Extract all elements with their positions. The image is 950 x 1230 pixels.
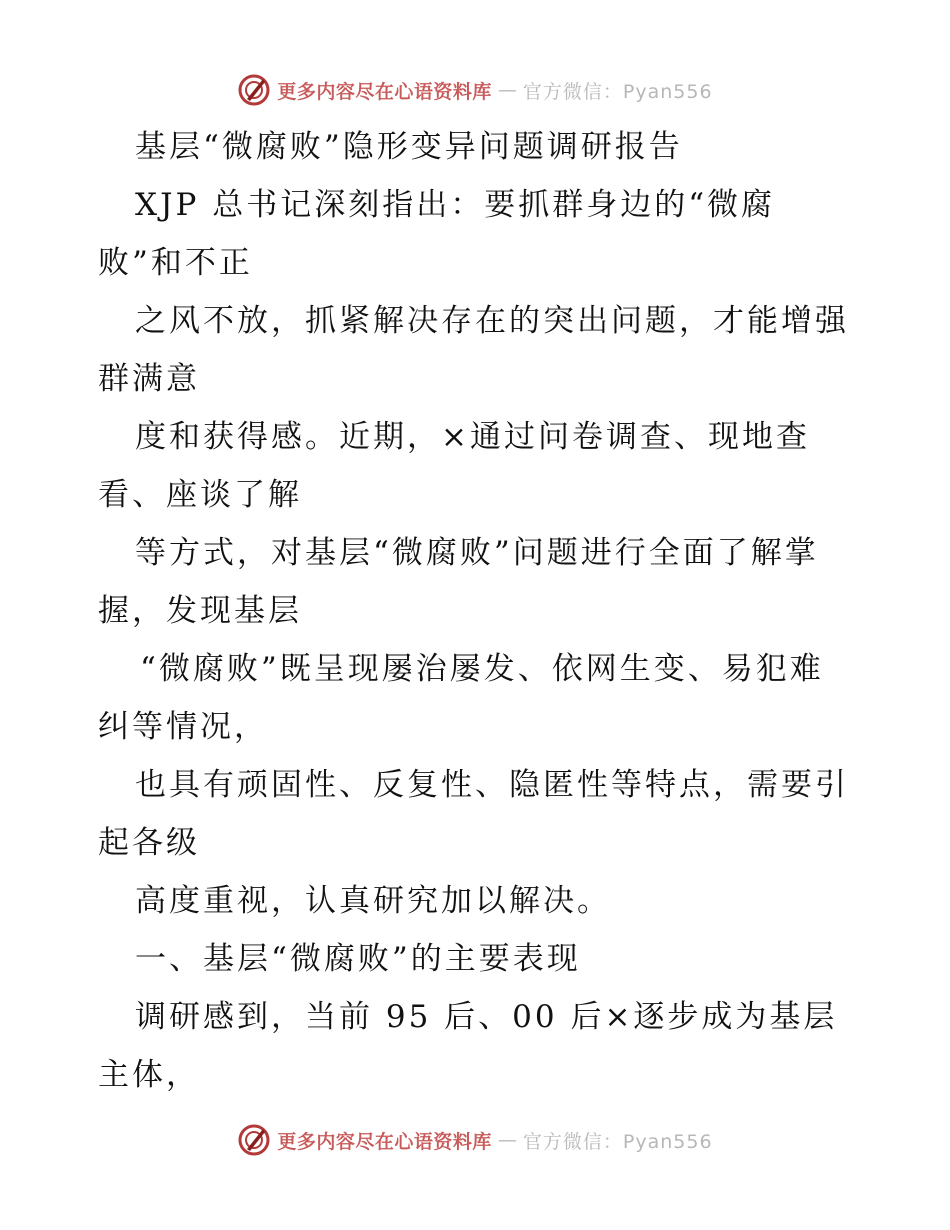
- watermark-wechat-text: 官方微信：Pyan556: [522, 80, 713, 103]
- paragraph-line: 高度重视，认真研究加以解决。: [135, 883, 611, 919]
- footer-watermark: [0, 1120, 950, 1160]
- paragraph-line: 败”和不正: [98, 245, 253, 281]
- watermark-separator: —: [497, 1129, 517, 1151]
- paragraph-line: 之风不放，抓紧解决存在的突出问题，才能增强: [135, 303, 849, 339]
- paragraph-line: 握，发现基层: [98, 593, 302, 629]
- watermark-wechat-text: 官方微信：Pyan556: [522, 1130, 713, 1153]
- paragraph-line: 也具有顽固性、反复性、隐匿性等特点，需要引: [135, 767, 849, 803]
- paragraph-line: 等方式，对基层“微腐败”问题进行全面了解掌: [135, 535, 819, 571]
- paragraph-line: 调研感到，当前 95 后、00 后×逐步成为基层: [135, 999, 838, 1035]
- paragraph-line: 群满意: [98, 361, 200, 397]
- paragraph-line: 主体，: [98, 1057, 200, 1093]
- paragraph-line: 纠等情况，: [98, 709, 268, 745]
- watermark-main-text: 更多内容尽在心语资料库: [277, 80, 492, 103]
- brand-logo-icon: [237, 73, 271, 107]
- paragraph-line: 度和获得感。近期，×通过问卷调查、现地查: [135, 419, 810, 455]
- paragraph-line: XJP 总书记深刻指出：要抓群身边的“微腐: [135, 187, 776, 223]
- paragraph-line: “微腐败”既呈现屡治屡发、依网生变、易犯难: [140, 651, 824, 687]
- section-heading: 一、基层“微腐败”的主要表现: [135, 941, 581, 977]
- document-title: 基层“微腐败”隐形变异问题调研报告: [135, 129, 683, 165]
- brand-logo-icon: [237, 1123, 271, 1157]
- document-body: [98, 118, 858, 1104]
- watermark-separator: —: [497, 79, 517, 101]
- header-watermark: [0, 70, 950, 110]
- paragraph-line: 看、座谈了解: [98, 477, 302, 513]
- watermark-main-text: 更多内容尽在心语资料库: [277, 1130, 492, 1153]
- paragraph-line: 起各级: [98, 825, 200, 861]
